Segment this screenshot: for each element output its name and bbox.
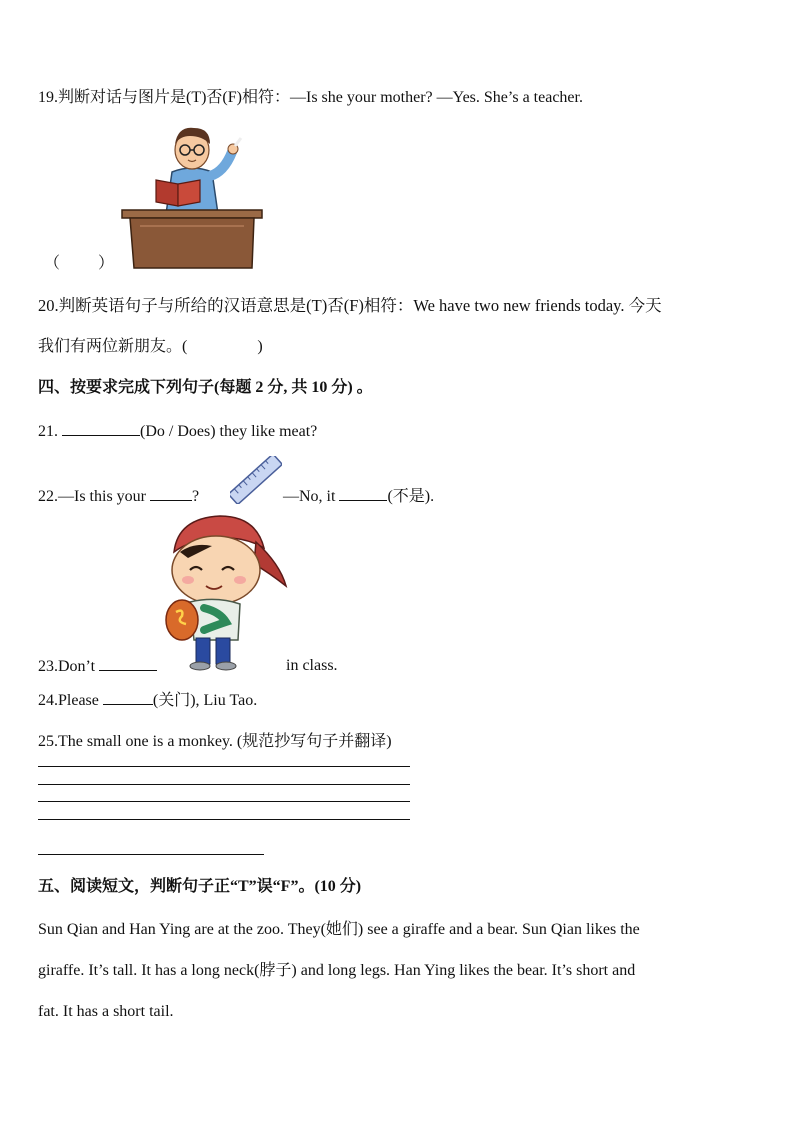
section-4-heading (38, 378, 373, 398)
question-21 (38, 421, 317, 442)
question-22-mid: ? (192, 488, 200, 505)
question-20-line2 (38, 337, 263, 357)
answer-blank-22b[interactable] (339, 486, 387, 501)
teacher-at-desk-icon (120, 122, 268, 272)
answer-blank-24[interactable] (103, 690, 153, 705)
question-22-answer-prefix: —No, it (283, 488, 340, 505)
question-19 (38, 88, 583, 108)
boy-eating-icon (160, 512, 288, 672)
question-24 (38, 690, 257, 711)
question-23-prefix: 23.Don’t (38, 658, 100, 675)
question-24-prefix: 24.Please (38, 692, 103, 709)
passage-line-2 (38, 961, 635, 981)
question-23-suffix: in class. (286, 657, 338, 674)
writing-line-1[interactable] (38, 766, 410, 767)
question-21-prefix: 21. (38, 423, 62, 440)
answer-blank-21[interactable] (62, 421, 140, 436)
paren-close: ） (98, 255, 115, 272)
passage-text-1: Sun Qian and Han Ying are at the zoo. They(她们) see a giraffe and a bear. Sun Qian likes the (38, 921, 640, 938)
question-19-text: 19.判断对话与图片是(T)否(F)相符：—Is she your mother? —Yes. She’s a teacher. (38, 89, 583, 106)
section-4-title: 四、按要求完成下列句子(每题 2 分, 共 10 分) 。 (38, 379, 373, 396)
answer-paren-19 (44, 254, 114, 274)
passage-line-1 (38, 920, 640, 940)
question-22 (38, 486, 199, 507)
question-21-suffix: (Do / Does) they like meat? (140, 423, 318, 440)
question-25 (38, 732, 392, 752)
writing-line-2[interactable] (38, 784, 410, 785)
question-22-suffix: (不是). (387, 488, 435, 505)
passage-line-3 (38, 1002, 174, 1022)
passage-text-3: fat. It has a short tail. (38, 1003, 174, 1020)
writing-line-4[interactable] (38, 819, 410, 820)
question-23-end (286, 656, 338, 676)
question-23 (38, 656, 157, 677)
writing-line-5[interactable] (38, 854, 264, 855)
question-20-text-2: 我们有两位新朋友。( (38, 338, 188, 355)
writing-line-3[interactable] (38, 801, 410, 802)
question-24-suffix: (关门), Liu Tao. (152, 692, 258, 709)
question-20-line1 (38, 296, 662, 316)
question-20-text: 20.判断英语句子与所给的汉语意思是(T)否(F)相符：We have two new friends today. 今天 (38, 296, 662, 315)
question-22-prefix: 22.—Is this your (38, 488, 150, 505)
question-22-answer (283, 486, 434, 507)
answer-blank-23[interactable] (99, 656, 157, 671)
answer-blank-22a[interactable] (150, 486, 192, 501)
section-5-heading (38, 877, 361, 897)
paren-close: ) (257, 338, 263, 355)
question-25-text: 25.The small one is a monkey. (规范抄写句子并翻译) (38, 733, 392, 750)
paren-open: （ (44, 255, 61, 272)
passage-text-2: giraffe. It’s tall. It has a long neck(脖子) and long legs. Han Ying likes the bear. It’s short and (38, 962, 636, 979)
ruler-icon (230, 456, 282, 504)
section-5-title: 五、阅读短文，判断句子正“T”误“F”。(10 分) (38, 878, 362, 895)
